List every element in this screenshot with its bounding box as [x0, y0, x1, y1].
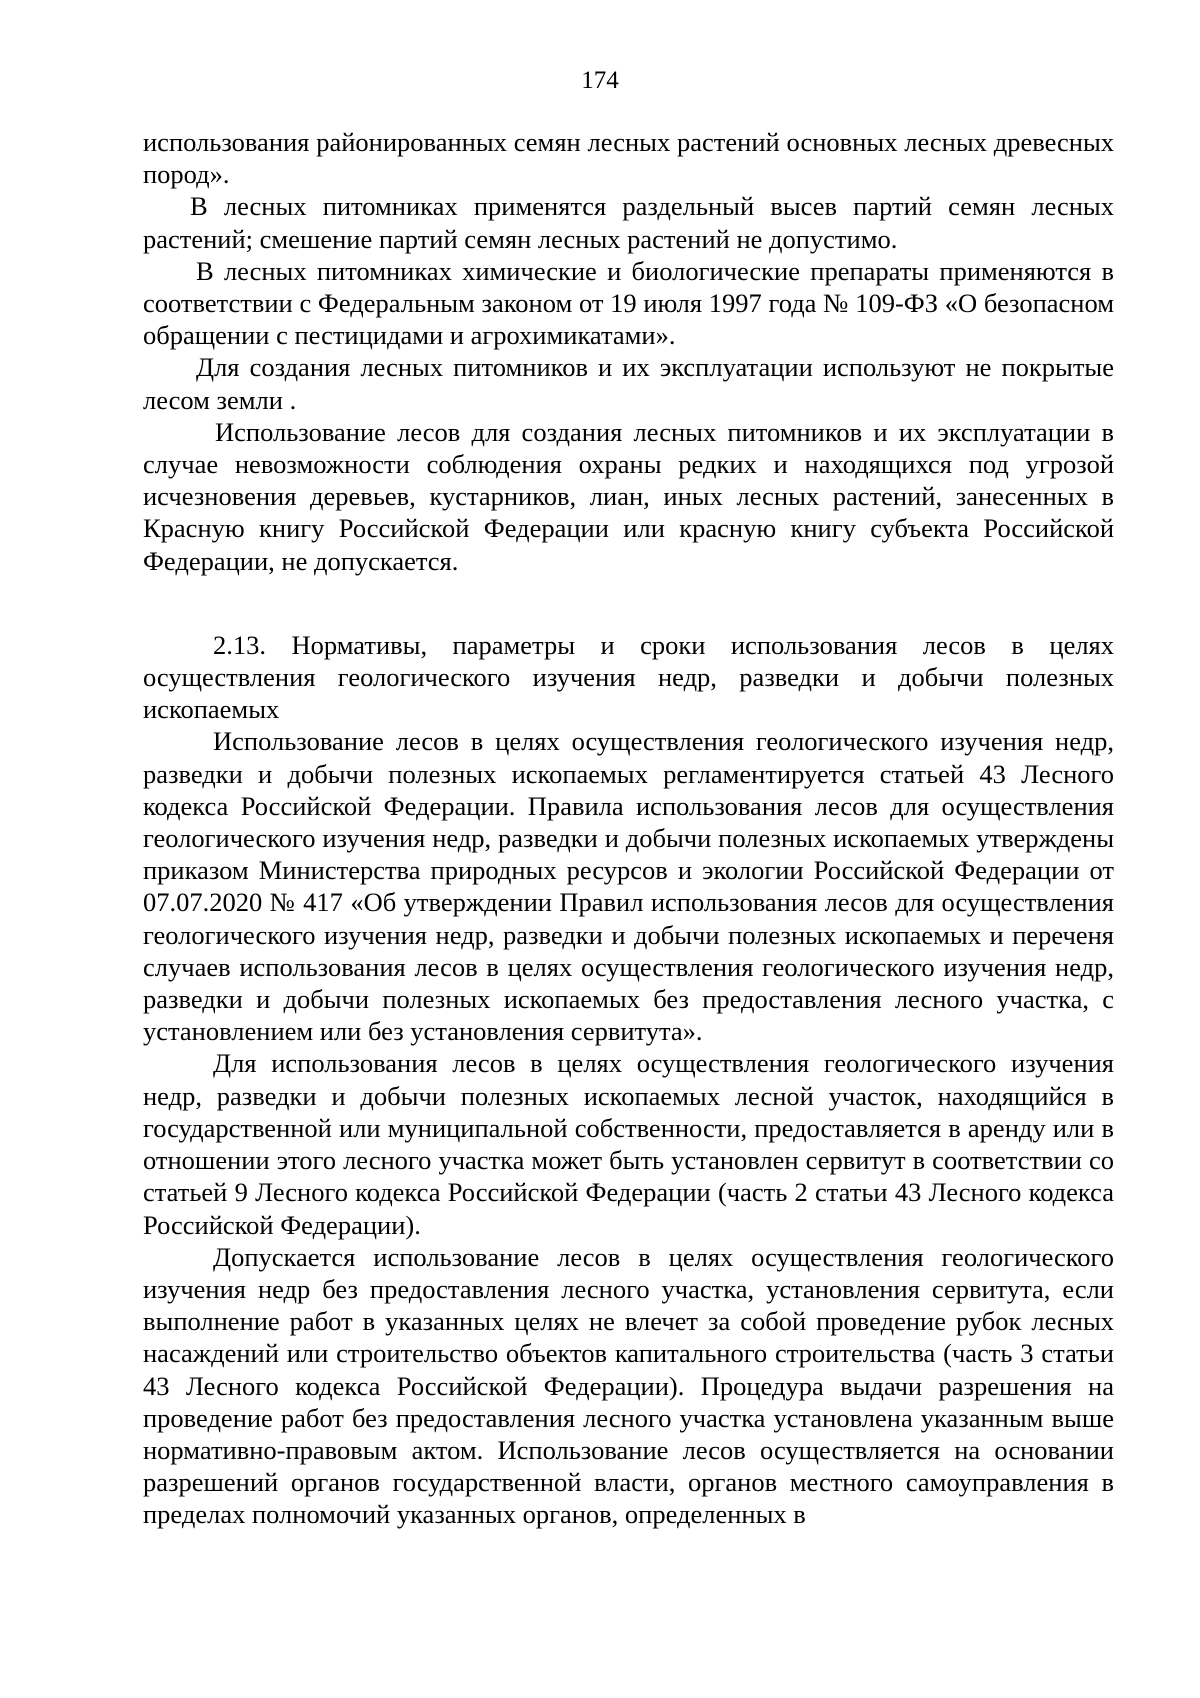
spacer: [143, 577, 1114, 629]
paragraph: В лесных питомниках химические и биологические препараты применяются в соответствии с Федеральным законом от 19 июля 1997 года № 109-ФЗ «О безопасном обращении с пестицидами и агрохимикатами».: [143, 255, 1114, 351]
paragraph: Допускается использование лесов в целях осуществления геологического изучения недр без предоставления лесного участка, установления сервитута, если выполнение работ в указанных целях не влечет за собой проведение рубок лесных насаждений или строительство объектов капитального строительства (часть 3 статьи 43 Лесного кодекса Российской Федерации). Процедура выдачи разрешения на проведение работ без предоставления лесного участка установлена указанным выше нормативно-правовым актом. Использование лесов осуществляется на основании разрешений органов государственной власти, органов местного самоуправления в пределах полномочий указанных органов, определенных в: [143, 1241, 1114, 1530]
page-number: 174: [581, 67, 619, 94]
section-heading: 2.13. Нормативы, параметры и сроки использования лесов в целях осуществления геологического изучения недр, разведки и добычи полезных ископаемых: [143, 629, 1114, 725]
paragraph: использования районированных семян лесных растений основных лесных древесных пород».: [143, 127, 1114, 190]
paragraph: Использование лесов в целях осуществления геологического изучения недр, разведки и добычи полезных ископаемых регламентируется статьей 43 Лесного кодекса Российской Федерации. Правила использования лесов для осуществления геологического изучения недр, разведки и добычи полезных ископаемых утверждены приказом Министерства природных ресурсов и экологии Российской Федерации от 07.07.2020 № 417 «Об утверждении Правил использования лесов для осуществления геологического изучения недр, разведки и добычи полезных ископаемых и переченя случаев использования лесов в целях осуществления геологического изучения недр, разведки и добычи полезных ископаемых без предоставления лесного участка, с установлением или без установления сервитута».: [143, 726, 1114, 1047]
paragraph: Для создания лесных питомников и их эксплуатации используют не покрытые лесом земли .: [143, 352, 1114, 415]
document-body: [143, 126, 1114, 1531]
paragraph: Использование лесов для создания лесных питомников и их эксплуатации в случае невозможности соблюдения охраны редких и находящихся под угрозой исчезновения деревьев, кустарников, лиан, иных лесных растений, занесенных в Красную книгу Российской Федерации или красную книгу субъекта Российской Федерации, не допускается.: [143, 416, 1114, 576]
paragraph: В лесных питомниках применятся раздельный высев партий семян лесных растений; смешение партий семян лесных растений не допустимо.: [143, 191, 1114, 254]
paragraph: Для использования лесов в целях осуществления геологического изучения недр, разведки и добычи полезных ископаемых лесной участок, находящийся в государственной или муниципальной собственности, предоставляется в аренду или в отношении этого лесного участка может быть установлен сервитут в соответствии со статьей 9 Лесного кодекса Российской Федерации (часть 2 статьи 43 Лесного кодекса Российской Федерации).: [143, 1048, 1114, 1240]
